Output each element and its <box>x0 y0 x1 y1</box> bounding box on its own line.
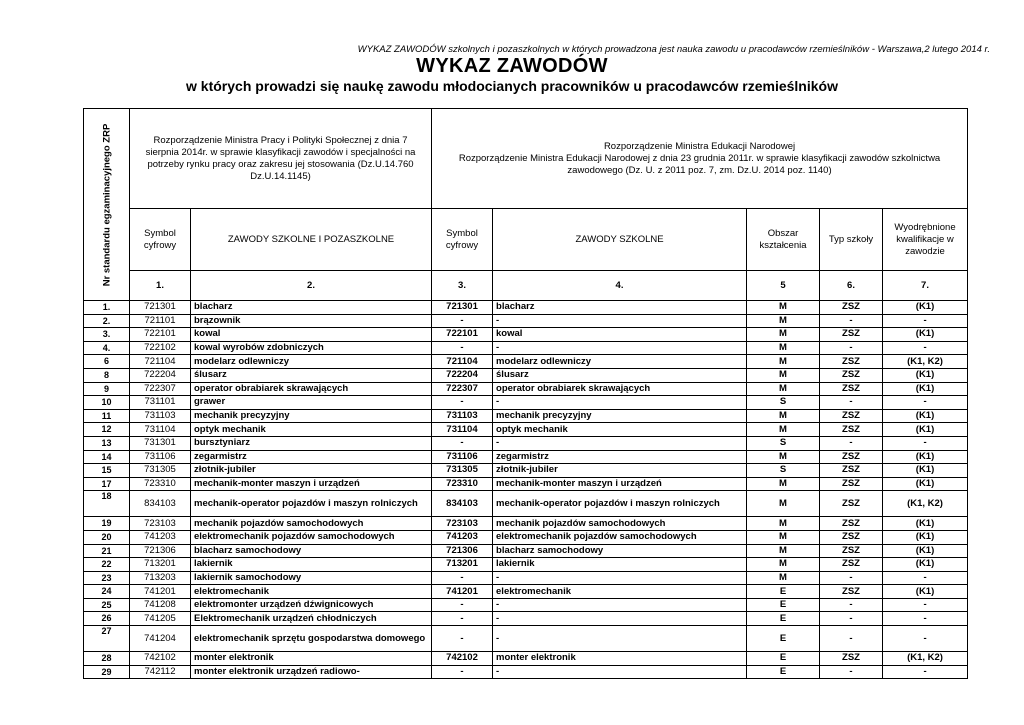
table-row <box>84 517 968 531</box>
school-profession-cell: - <box>493 626 747 652</box>
school-symbol-cell: - <box>432 626 493 652</box>
row-number: 12 <box>84 423 130 437</box>
symbol-cell: 741205 <box>130 612 191 626</box>
qualification-cell: (K1, K2) <box>883 491 968 517</box>
qualification-cell: (K1) <box>883 368 968 382</box>
profession-cell: kowal <box>191 328 432 342</box>
table-row <box>84 585 968 599</box>
area-cell: M <box>747 544 820 558</box>
school-profession-cell: - <box>493 571 747 585</box>
table-row <box>84 571 968 585</box>
school-symbol-cell: 722204 <box>432 368 493 382</box>
professions-table <box>83 108 968 679</box>
symbol-cell: 731305 <box>130 464 191 478</box>
symbol-cell: 834103 <box>130 491 191 517</box>
row-number: 25 <box>84 598 130 612</box>
profession-cell: elektromechanik sprzętu gospodarstwa domowego <box>191 626 432 652</box>
symbol-cell: 741203 <box>130 530 191 544</box>
school-profession-cell: - <box>493 314 747 328</box>
row-number: 15 <box>84 464 130 478</box>
school-type-cell: - <box>820 341 883 355</box>
qualification-cell: (K1) <box>883 409 968 423</box>
school-type-cell: ZSZ <box>820 558 883 572</box>
symbol-cell: 721306 <box>130 544 191 558</box>
school-profession-cell: blacharz <box>493 301 747 315</box>
area-cell: M <box>747 368 820 382</box>
school-type-cell: - <box>820 665 883 679</box>
school-symbol-cell: 722101 <box>432 328 493 342</box>
profession-cell: monter elektronik <box>191 652 432 666</box>
qualification-cell: (K1, K2) <box>883 355 968 369</box>
school-type-cell: - <box>820 396 883 410</box>
row-number: 23 <box>84 571 130 585</box>
qualification-cell: (K1) <box>883 585 968 599</box>
school-type-cell: - <box>820 626 883 652</box>
profession-cell: grawer <box>191 396 432 410</box>
row-number: 19 <box>84 517 130 531</box>
area-cell: E <box>747 626 820 652</box>
school-symbol-cell: - <box>432 612 493 626</box>
profession-cell: modelarz odlewniczy <box>191 355 432 369</box>
school-profession-cell: - <box>493 665 747 679</box>
school-profession-cell: mechanik-operator pojazdów i maszyn rolniczych <box>493 491 747 517</box>
school-profession-cell: mechanik-monter maszyn i urządzeń <box>493 477 747 491</box>
school-type-cell: ZSZ <box>820 652 883 666</box>
symbol-cell: 731106 <box>130 450 191 464</box>
school-profession-cell: operator obrabiarek skrawających <box>493 382 747 396</box>
profession-cell: mechanik-operator pojazdów i maszyn rolniczych <box>191 491 432 517</box>
symbol-cell: 731301 <box>130 436 191 450</box>
profession-cell: złotnik-jubiler <box>191 464 432 478</box>
qualification-cell: - <box>883 626 968 652</box>
table-row <box>84 450 968 464</box>
school-symbol-cell: 742102 <box>432 652 493 666</box>
symbol-cell: 713203 <box>130 571 191 585</box>
vertical-label: Nr standardu egzaminacyjnego ZRP <box>101 123 112 286</box>
page-title: WYKAZ ZAWODÓW <box>416 55 608 77</box>
school-symbol-cell: - <box>432 341 493 355</box>
symbol-cell: 722101 <box>130 328 191 342</box>
profession-cell: monter elektronik urządzeń radiowo- <box>191 665 432 679</box>
profession-cell: elektromechanik pojazdów samochodowych <box>191 530 432 544</box>
column-number: 1. <box>130 271 191 301</box>
school-profession-cell: - <box>493 436 747 450</box>
school-type-cell: ZSZ <box>820 544 883 558</box>
area-cell: S <box>747 436 820 450</box>
right-regulation-line2: Rozporządzenie Ministra Edukacji Narodowej z dnia 23 grudnia 2011r. w sprawie klasyfikacji zawodów szkolnictwa zawodowego (Dz. U. z 2011 poz. 7, zm. Dz.U. 2014 poz. 1140) <box>458 152 941 176</box>
school-profession-cell: złotnik-jubiler <box>493 464 747 478</box>
row-number: 4. <box>84 341 130 355</box>
column-header-kwalifikacje: Wyodrębnione kwalifikacje w zawodzie <box>883 209 968 271</box>
profession-cell: optyk mechanik <box>191 423 432 437</box>
table-row <box>84 396 968 410</box>
area-cell: M <box>747 301 820 315</box>
profession-cell: lakiernik samochodowy <box>191 571 432 585</box>
profession-cell: mechanik-monter maszyn i urządzeń <box>191 477 432 491</box>
symbol-cell: 723310 <box>130 477 191 491</box>
school-symbol-cell: - <box>432 571 493 585</box>
column-number: 5 <box>747 271 820 301</box>
area-cell: E <box>747 585 820 599</box>
row-number: 18 <box>84 491 130 517</box>
table-row <box>84 382 968 396</box>
column-number: 3. <box>432 271 493 301</box>
area-cell: M <box>747 382 820 396</box>
school-symbol-cell: 723310 <box>432 477 493 491</box>
symbol-cell: 741208 <box>130 598 191 612</box>
qualification-cell: (K1) <box>883 544 968 558</box>
school-type-cell: ZSZ <box>820 517 883 531</box>
symbol-cell: 731104 <box>130 423 191 437</box>
qualification-cell: (K1) <box>883 517 968 531</box>
area-cell: M <box>747 355 820 369</box>
symbol-cell: 713201 <box>130 558 191 572</box>
profession-cell: operator obrabiarek skrawających <box>191 382 432 396</box>
column-header-zawody-school: ZAWODY SZKOLNE <box>493 209 747 271</box>
page-subtitle: w których prowadzi się naukę zawodu młodocianych pracowników u pracodawców rzemieślników <box>186 78 838 94</box>
table-row <box>84 626 968 652</box>
table-row <box>84 355 968 369</box>
row-number: 22 <box>84 558 130 572</box>
table-row <box>84 530 968 544</box>
school-profession-cell: blacharz samochodowy <box>493 544 747 558</box>
table-row <box>84 598 968 612</box>
school-symbol-cell: 721104 <box>432 355 493 369</box>
school-profession-cell: monter elektronik <box>493 652 747 666</box>
symbol-cell: 741201 <box>130 585 191 599</box>
column-number: 4. <box>493 271 747 301</box>
school-symbol-cell: 721306 <box>432 544 493 558</box>
qualification-cell: - <box>883 396 968 410</box>
area-cell: M <box>747 409 820 423</box>
row-number: 27 <box>84 626 130 652</box>
symbol-cell: 722102 <box>130 341 191 355</box>
school-type-cell: ZSZ <box>820 368 883 382</box>
table-row <box>84 558 968 572</box>
row-number: 20 <box>84 530 130 544</box>
area-cell: E <box>747 612 820 626</box>
right-regulation-line1: Rozporządzenie Ministra Edukacji Narodowej <box>603 140 796 152</box>
row-number: 17 <box>84 477 130 491</box>
school-type-cell: ZSZ <box>820 328 883 342</box>
school-symbol-cell: 731104 <box>432 423 493 437</box>
school-profession-cell: lakiernik <box>493 558 747 572</box>
school-profession-cell: elektromechanik pojazdów samochodowych <box>493 530 747 544</box>
column-header-symbol2: Symbol cyfrowy <box>432 209 493 271</box>
qualification-cell: (K1) <box>883 328 968 342</box>
qualification-cell: - <box>883 612 968 626</box>
school-type-cell: ZSZ <box>820 355 883 369</box>
school-profession-cell: mechanik precyzyjny <box>493 409 747 423</box>
profession-cell: bursztyniarz <box>191 436 432 450</box>
table-row <box>84 423 968 437</box>
qualification-cell: - <box>883 571 968 585</box>
row-number: 1. <box>84 301 130 315</box>
school-symbol-cell: 723103 <box>432 517 493 531</box>
school-type-cell: - <box>820 598 883 612</box>
area-cell: M <box>747 517 820 531</box>
column-header-obszar: Obszar kształcenia <box>747 209 820 271</box>
profession-cell: lakiernik <box>191 558 432 572</box>
school-type-cell: - <box>820 314 883 328</box>
school-profession-cell: mechanik pojazdów samochodowych <box>493 517 747 531</box>
row-number: 29 <box>84 665 130 679</box>
school-type-cell: - <box>820 612 883 626</box>
school-profession-cell: - <box>493 612 747 626</box>
row-number: 26 <box>84 612 130 626</box>
column-header-typ: Typ szkoły <box>820 209 883 271</box>
qualification-cell: (K1) <box>883 530 968 544</box>
symbol-cell: 721104 <box>130 355 191 369</box>
symbol-cell: 722307 <box>130 382 191 396</box>
profession-cell: kowal wyrobów zdobniczych <box>191 341 432 355</box>
column-number: 2. <box>191 271 432 301</box>
school-symbol-cell: - <box>432 314 493 328</box>
area-cell: M <box>747 558 820 572</box>
school-type-cell: ZSZ <box>820 464 883 478</box>
row-number: 21 <box>84 544 130 558</box>
area-cell: E <box>747 598 820 612</box>
school-type-cell: ZSZ <box>820 382 883 396</box>
school-profession-cell: - <box>493 598 747 612</box>
qualification-cell: (K1) <box>883 382 968 396</box>
qualification-cell: - <box>883 436 968 450</box>
profession-cell: mechanik precyzyjny <box>191 409 432 423</box>
table-row <box>84 328 968 342</box>
school-symbol-cell: 713201 <box>432 558 493 572</box>
qualification-cell: (K1) <box>883 301 968 315</box>
qualification-cell: - <box>883 598 968 612</box>
area-cell: M <box>747 341 820 355</box>
area-cell: S <box>747 464 820 478</box>
table-row <box>84 301 968 315</box>
right-regulation-header <box>432 109 968 209</box>
row-number: 8 <box>84 368 130 382</box>
profession-cell: mechanik pojazdów samochodowych <box>191 517 432 531</box>
symbol-cell: 742102 <box>130 652 191 666</box>
school-type-cell: ZSZ <box>820 423 883 437</box>
school-profession-cell: elektromechanik <box>493 585 747 599</box>
column-header-symbol1: Symbol cyfrowy <box>130 209 191 271</box>
school-type-cell: ZSZ <box>820 409 883 423</box>
area-cell: M <box>747 450 820 464</box>
profession-cell: elektromonter urządzeń dźwignicowych <box>191 598 432 612</box>
school-profession-cell: optyk mechanik <box>493 423 747 437</box>
symbol-cell: 731101 <box>130 396 191 410</box>
school-symbol-cell: 722307 <box>432 382 493 396</box>
table-row <box>84 544 968 558</box>
profession-cell: elektromechanik <box>191 585 432 599</box>
school-type-cell: ZSZ <box>820 301 883 315</box>
school-symbol-cell: - <box>432 598 493 612</box>
school-symbol-cell: 721301 <box>432 301 493 315</box>
area-cell: M <box>747 491 820 517</box>
area-cell: S <box>747 396 820 410</box>
row-number: 2. <box>84 314 130 328</box>
column-header-standard-number <box>84 109 130 301</box>
school-profession-cell: ślusarz <box>493 368 747 382</box>
qualification-cell: - <box>883 665 968 679</box>
table-row <box>84 652 968 666</box>
symbol-cell: 742112 <box>130 665 191 679</box>
school-type-cell: - <box>820 571 883 585</box>
symbol-cell: 721101 <box>130 314 191 328</box>
area-cell: M <box>747 477 820 491</box>
table-row <box>84 612 968 626</box>
school-symbol-cell: 731305 <box>432 464 493 478</box>
column-number: 7. <box>883 271 968 301</box>
column-header-zawody-all: ZAWODY SZKOLNE I POZASZKOLNE <box>191 209 432 271</box>
qualification-cell: (K1) <box>883 477 968 491</box>
school-symbol-cell: - <box>432 396 493 410</box>
school-type-cell: ZSZ <box>820 450 883 464</box>
school-profession-cell: zegarmistrz <box>493 450 747 464</box>
area-cell: M <box>747 571 820 585</box>
school-symbol-cell: - <box>432 436 493 450</box>
qualification-cell: - <box>883 314 968 328</box>
table-row <box>84 368 968 382</box>
row-number: 24 <box>84 585 130 599</box>
school-symbol-cell: 731106 <box>432 450 493 464</box>
school-type-cell: ZSZ <box>820 491 883 517</box>
profession-cell: blacharz <box>191 301 432 315</box>
table-row <box>84 436 968 450</box>
qualification-cell: (K1) <box>883 450 968 464</box>
school-profession-cell: - <box>493 396 747 410</box>
school-type-cell: ZSZ <box>820 585 883 599</box>
qualification-cell: - <box>883 341 968 355</box>
row-number: 13 <box>84 436 130 450</box>
qualification-cell: (K1) <box>883 558 968 572</box>
row-number: 11 <box>84 409 130 423</box>
area-cell: E <box>747 652 820 666</box>
area-cell: M <box>747 314 820 328</box>
area-cell: M <box>747 328 820 342</box>
area-cell: M <box>747 530 820 544</box>
symbol-cell: 721301 <box>130 301 191 315</box>
row-number: 6 <box>84 355 130 369</box>
symbol-cell: 723103 <box>130 517 191 531</box>
table-row <box>84 341 968 355</box>
school-symbol-cell: - <box>432 665 493 679</box>
school-profession-cell: modelarz odlewniczy <box>493 355 747 369</box>
school-type-cell: - <box>820 436 883 450</box>
school-symbol-cell: 731103 <box>432 409 493 423</box>
school-symbol-cell: 834103 <box>432 491 493 517</box>
row-number: 10 <box>84 396 130 410</box>
profession-cell: ślusarz <box>191 368 432 382</box>
table-row <box>84 464 968 478</box>
qualification-cell: (K1) <box>883 464 968 478</box>
school-type-cell: ZSZ <box>820 477 883 491</box>
table-row <box>84 477 968 491</box>
table-row <box>84 409 968 423</box>
row-number: 28 <box>84 652 130 666</box>
left-regulation-header: Rozporządzenie Ministra Pracy i Polityki Społecznej z dnia 7 sierpnia 2014r. w sprawie klasyfikacji zawodów i specjalności na potrzeby rynku pracy oraz zakresu jej stosowania (Dz.U.14.760 Dz.U.14.1145) <box>130 109 432 209</box>
school-type-cell: ZSZ <box>820 530 883 544</box>
document-header-line: WYKAZ ZAWODÓW szkolnych i pozaszkolnych w których prowadzona jest nauka zawodu u pracodawców rzemieślników - Warszawa,2 lutego 2014 r. <box>357 44 990 55</box>
area-cell: E <box>747 665 820 679</box>
school-profession-cell: kowal <box>493 328 747 342</box>
table-row <box>84 491 968 517</box>
school-symbol-cell: 741201 <box>432 585 493 599</box>
symbol-cell: 731103 <box>130 409 191 423</box>
profession-cell: Elektromechanik urządzeń chłodniczych <box>191 612 432 626</box>
school-profession-cell: - <box>493 341 747 355</box>
column-number: 6. <box>820 271 883 301</box>
profession-cell: brązownik <box>191 314 432 328</box>
row-number: 14 <box>84 450 130 464</box>
row-number: 9 <box>84 382 130 396</box>
area-cell: M <box>747 423 820 437</box>
symbol-cell: 741204 <box>130 626 191 652</box>
qualification-cell: (K1) <box>883 423 968 437</box>
qualification-cell: (K1, K2) <box>883 652 968 666</box>
table-row <box>84 314 968 328</box>
symbol-cell: 722204 <box>130 368 191 382</box>
profession-cell: zegarmistrz <box>191 450 432 464</box>
table-row <box>84 665 968 679</box>
school-symbol-cell: 741203 <box>432 530 493 544</box>
profession-cell: blacharz samochodowy <box>191 544 432 558</box>
row-number: 3. <box>84 328 130 342</box>
